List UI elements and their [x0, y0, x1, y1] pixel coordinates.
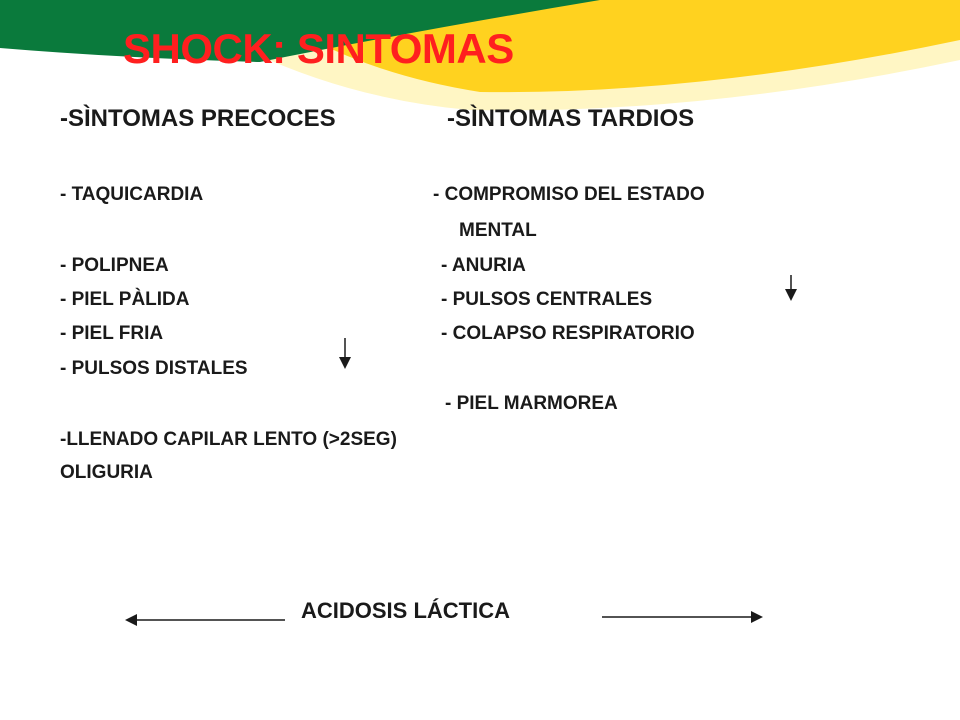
early-symptom-item: - PULSOS DISTALES [60, 358, 248, 379]
slide-title: SHOCK: SINTOMAS [123, 25, 514, 72]
early-symptom-item: - POLIPNEA [60, 255, 169, 276]
early-symptom-item: OLIGURIA [60, 462, 153, 483]
late-symptom-item: - PULSOS CENTRALES [441, 289, 653, 310]
late-symptom-item: - PIEL MARMOREA [445, 393, 618, 414]
header-early-symptoms: -SÌNTOMAS PRECOCES [60, 105, 336, 132]
late-symptom-item: - COMPROMISO DEL ESTADO [433, 184, 705, 205]
early-symptom-item: - PIEL FRIA [60, 323, 164, 344]
early-symptom-item: - TAQUICARDIA [60, 184, 204, 205]
header-late-symptoms: -SÌNTOMAS TARDIOS [447, 105, 695, 132]
bottom-label: ACIDOSIS LÁCTICA [301, 598, 510, 623]
late-symptom-item: MENTAL [459, 220, 537, 241]
late-symptom-item: - ANURIA [441, 255, 526, 276]
late-symptom-item: - COLAPSO RESPIRATORIO [441, 323, 695, 344]
early-symptom-item: - PIEL PÀLIDA [60, 289, 190, 310]
early-symptom-item: -LLENADO CAPILAR LENTO (>2SEG) [60, 429, 397, 450]
